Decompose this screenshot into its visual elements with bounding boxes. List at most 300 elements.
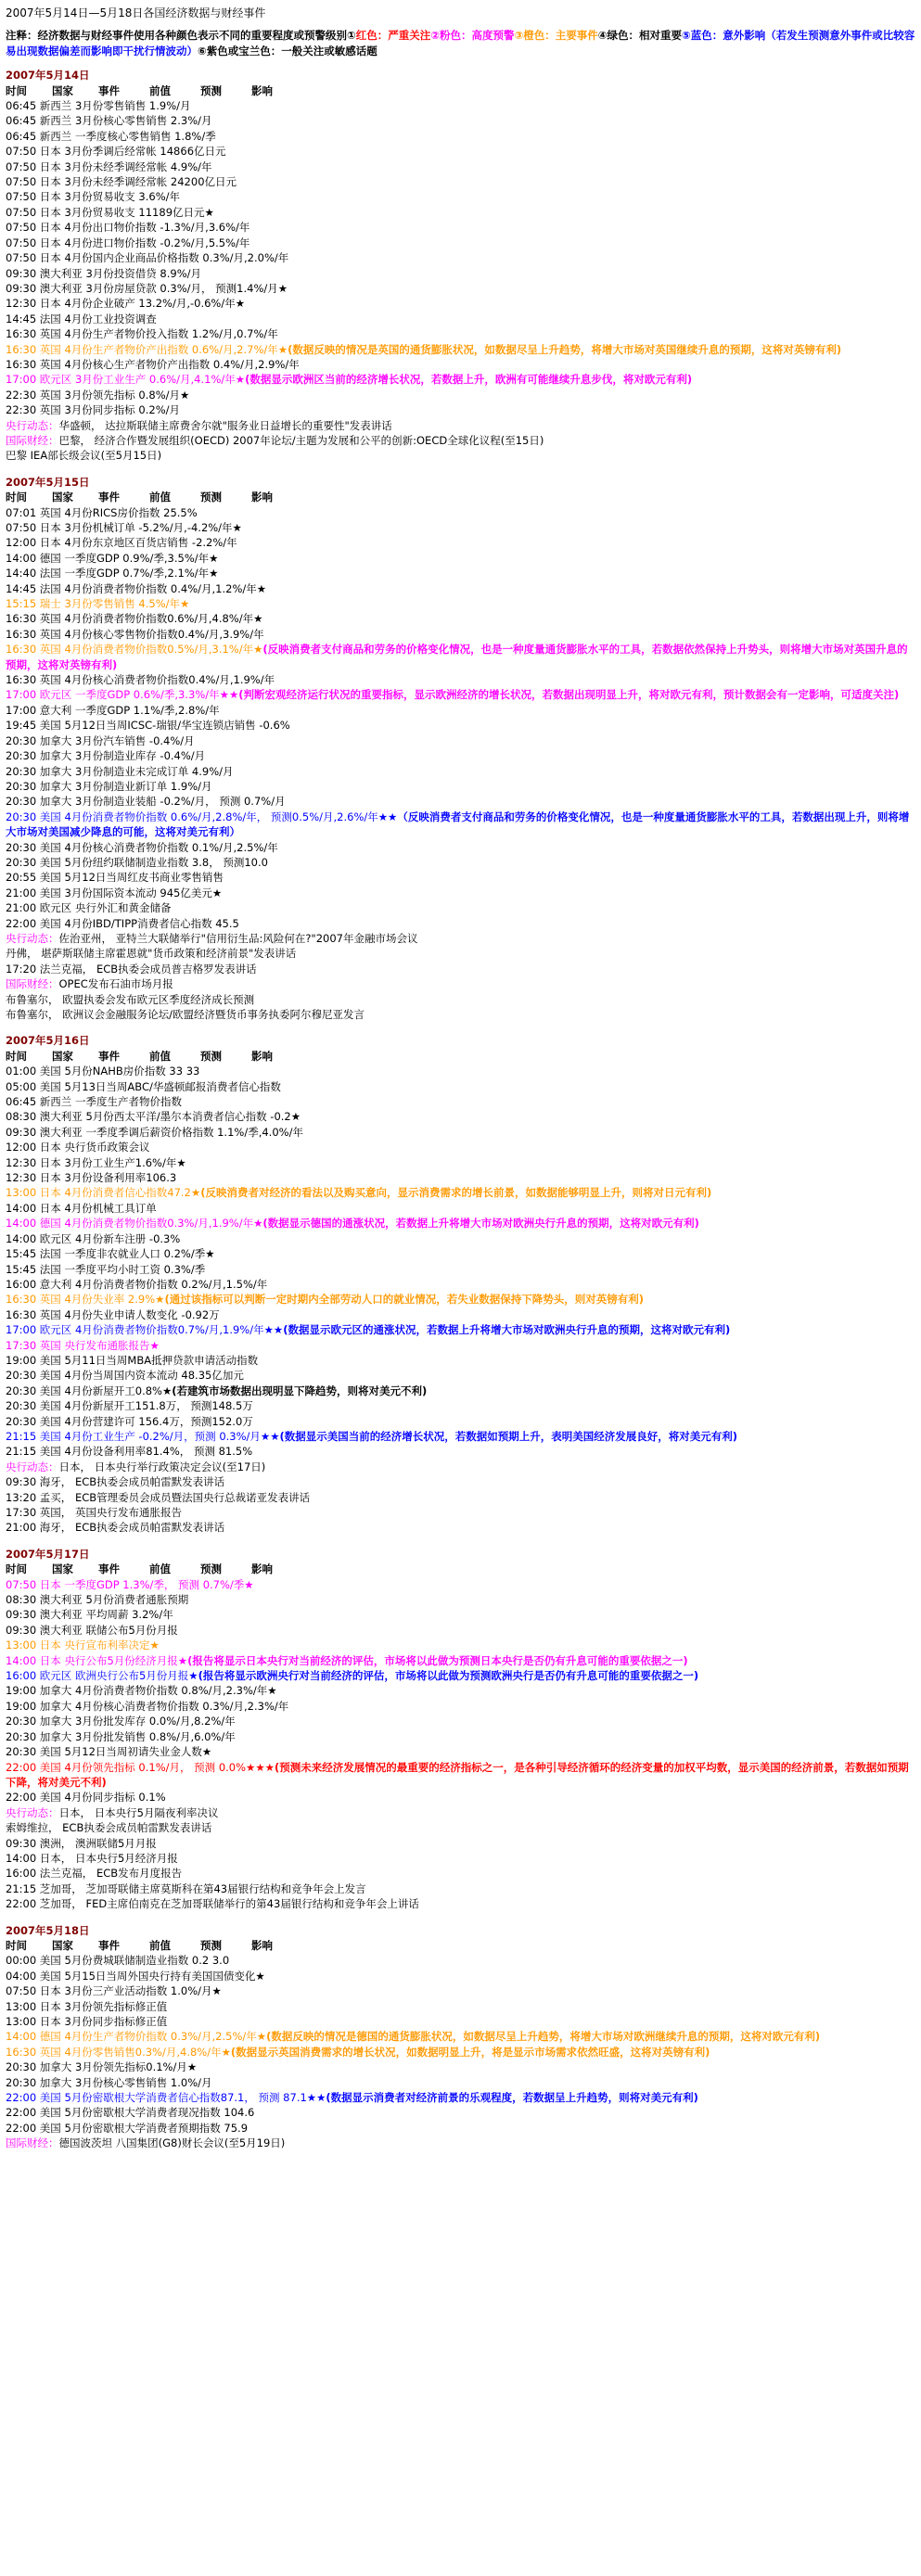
event-text: 20:30 加拿大 3月份制造业未完成订单 4.9%/月: [6, 764, 234, 778]
event-line: [6, 946, 915, 961]
event-text: 22:30 英国 3月份同步指标 0.2%/月: [6, 403, 181, 417]
event-line: [6, 1969, 915, 1983]
event-line: [6, 1866, 915, 1881]
column-header-cell: 时间: [6, 1049, 27, 1063]
event-line: [6, 1292, 915, 1307]
column-header-cell: 影响: [251, 1049, 273, 1063]
event-text: 04:00 美国 5月15日当周外国央行持有美国国债变化★: [6, 1969, 265, 1983]
event-text: 国际财经：: [6, 977, 59, 991]
event-line: [6, 992, 915, 1007]
event-text: 17:00 欧元区 3月份工业生产 0.6%/月,4.1%/年★: [6, 373, 246, 387]
event-line: [6, 1607, 915, 1622]
event-text: 14:00 日本， 日本央行5月经济月报: [6, 1851, 178, 1865]
column-header-cell: 国家: [52, 1562, 73, 1576]
day-section: [6, 68, 915, 464]
event-text: 07:50 日本 3月份三产业活动指数 1.0%/月★: [6, 1984, 222, 1998]
event-line: [6, 581, 915, 596]
event-text: 20:30 美国 4月份消费者物价指数 0.6%/月,2.8%/年， 预测0.5%/月,2.6%/年★★: [6, 810, 398, 823]
event-text: 14:00 日本 4月份机械工具订单: [6, 1201, 157, 1215]
event-text: (预测未来经济发展情况的最重要的经济指标之一，是各种引导经济循环的经济变量的加权平均数，显示美国的经济前景，若数据如预期下降，将对美元不利): [6, 1760, 909, 1789]
event-line: [6, 357, 915, 372]
event-text: (数据显示消费者对经济前景的乐观程度，若数据呈上升趋势，则将对美元有利): [326, 2091, 698, 2105]
event-line: [6, 1983, 915, 1998]
event-line: [6, 1729, 915, 1744]
column-header-cell: 影响: [251, 83, 273, 97]
event-line: [6, 1896, 915, 1911]
event-text: 12:30 日本 3月份工业生产1.6%/年★: [6, 1155, 186, 1169]
event-text: 09:30 澳大利亚 一季度季调后薪资价格指数 1.1%/季,4.0%/年: [6, 1125, 303, 1139]
event-text: 16:00 意大利 4月份消费者物价指数 0.2%/月,1.5%/年: [6, 1277, 268, 1291]
event-text: 央行动态：: [6, 931, 59, 945]
event-line: [6, 159, 915, 174]
event-text: 08:30 澳大利亚 5月份西太平洋/墨尔本消费者信心指数 -0.2★: [6, 1110, 301, 1124]
event-text: 14:00 德国 一季度GDP 0.9%/季,3.5%/年★: [6, 551, 219, 565]
event-text: 12:30 日本 3月份设备利用率106.3: [6, 1171, 177, 1185]
event-text: (反映消费者对经济的看法以及购买意向，显示消费需求的增长前景，如数据能够明显上升，则将对日元有利): [200, 1186, 712, 1200]
event-text: 17:00 欧元区 一季度GDP 0.6%/季,3.3%/年★★: [6, 688, 239, 702]
event-line: [6, 962, 915, 976]
event-line: [6, 596, 915, 611]
event-line: [6, 1444, 915, 1459]
event-line: [6, 1836, 915, 1851]
event-line: [6, 1429, 915, 1444]
event-line: [6, 372, 915, 387]
event-text: 14:40 法国 一季度GDP 0.7%/季,2.1%/年★: [6, 567, 219, 580]
event-text: 20:30 美国 5月12日当周初请失业金人数★: [6, 1745, 212, 1759]
event-text: 16:30 英国 4月份生产者物价投入指数 1.2%/月,0.7%/年: [6, 327, 278, 341]
event-line: [6, 2014, 915, 2029]
column-header-cell: 国家: [52, 491, 73, 504]
event-line: [6, 1140, 915, 1154]
event-text: 布鲁塞尔， 欧洲议会金融服务论坛/欧盟经济暨货币事务执委阿尔穆尼亚发言: [6, 1008, 365, 1021]
event-text: 16:30 英国 4月份失业率 2.9%★: [6, 1293, 165, 1307]
event-line: [6, 98, 915, 113]
day-section: [6, 1547, 915, 1912]
day-date: 2007年5月18日: [6, 1923, 90, 1937]
event-text: 07:50 日本 4月份国内企业商品价格指数 0.3%/月,2.0%/年: [6, 251, 289, 265]
event-line: [6, 931, 915, 946]
event-text: 13:20 孟买， ECB管理委员会成员暨法国央行总裁诺亚发表讲话: [6, 1490, 311, 1504]
column-header-cell: 前值: [149, 83, 171, 97]
event-text: 21:00 欧元区 央行外汇和黄金储备: [6, 901, 172, 915]
event-line: [6, 2136, 915, 2150]
page-title: 2007年5月14日—5月18日各国经济数据与财经事件: [6, 6, 266, 19]
event-line: [6, 1653, 915, 1668]
event-text: 16:30 英国 4月份零售销售0.3%/月,4.8%/年★: [6, 2045, 231, 2059]
event-text: 16:30 英国 4月份生产者物价产出指数 0.6%/月,2.7%/年★: [6, 342, 288, 356]
event-text: 14:45 法国 4月份消费者物价指数 0.4%/月,1.2%/年★: [6, 581, 267, 595]
event-text: 16:30 英国 4月份核心生产者物价产出指数 0.4%/月,2.9%/年: [6, 357, 300, 371]
day-date: 2007年5月17日: [6, 1547, 90, 1561]
column-header-cell: 预测: [200, 83, 222, 97]
event-line: [6, 433, 915, 448]
event-line: [6, 1999, 915, 2014]
event-line: [6, 2090, 915, 2105]
event-line: [6, 627, 915, 642]
event-line: [6, 342, 915, 357]
day-section: [6, 1923, 915, 2151]
event-text: 07:50 日本 3月份未经季调经常帐 4.9%/年: [6, 159, 212, 173]
event-line: [6, 840, 915, 855]
event-text: 20:30 加拿大 3月份汽车销售 -0.4%/月: [6, 733, 195, 747]
event-text: 20:30 美国 4月份营建许可 156.4万，预测152.0万: [6, 1414, 253, 1428]
column-header-cell: 前值: [149, 1562, 171, 1576]
column-header-cell: 国家: [52, 1938, 73, 1952]
day-date: 2007年5月14日: [6, 69, 90, 83]
event-text: 17:00 欧元区 4月份消费者物价指数0.7%/月,1.9%/年★★: [6, 1323, 284, 1337]
event-text: 17:30 英国 央行发布通胀报告★: [6, 1338, 160, 1352]
event-line: [6, 1668, 915, 1683]
event-text: 00:00 美国 5月份费城联储制造业指数 0.2 3.0: [6, 1954, 230, 1968]
event-line: [6, 642, 915, 672]
event-line: [6, 1520, 915, 1535]
event-text: 20:30 加拿大 3月份批发库存 0.0%/月,8.2%/年: [6, 1715, 236, 1728]
event-line: [6, 1505, 915, 1520]
event-line: [6, 448, 915, 463]
column-header-cell: 前值: [149, 1049, 171, 1063]
column-header-cell: 时间: [6, 1562, 27, 1576]
event-line: [6, 687, 915, 702]
event-line: [6, 1683, 915, 1698]
column-header-cell: 时间: [6, 83, 27, 97]
event-text: 07:50 日本 4月份进口物价指数 -0.2%/月,5.5%/年: [6, 236, 250, 249]
event-text: 16:30 英国 4月份消费者物价指数0.5%/月,3.1%/年★: [6, 643, 263, 657]
event-text: (数据反映的情况是德国的通货膨胀状况，如数据尽呈上升趋势，将增大市场对欧洲继续升息的预期，这将对欧元有利): [266, 2030, 821, 2044]
event-text: 07:50 日本 4月份出口物价指数 -1.3%/月,3.6%/年: [6, 221, 250, 235]
event-line: [6, 1201, 915, 1216]
event-text: 09:30 澳大利亚 平均周薪 3.2%/年: [6, 1608, 173, 1622]
event-text: 13:00 日本 3月份领先指标修正值: [6, 1999, 168, 2013]
event-text: 20:30 加拿大 3月份批发销售 0.8%/月,6.0%/年: [6, 1729, 236, 1743]
event-text: 20:30 美国 4月份当周国内资本流动 48.35亿加元: [6, 1369, 244, 1383]
event-text: 21:00 海牙， ECB执委会成员帕雷默发表讲话: [6, 1521, 225, 1535]
event-text: 21:15 美国 4月份设备利用率81.4%， 预测 81.5%: [6, 1445, 253, 1459]
legend-item: ②粉色：高度预警: [430, 29, 515, 43]
event-text: 22:00 芝加哥， FED主席伯南克在芝加哥联储举行的第43届银行结构和竞争年会上讲话: [6, 1897, 419, 1911]
event-line: [6, 551, 915, 566]
event-line: [6, 1490, 915, 1505]
column-header: [6, 83, 915, 98]
event-text: 13:00 日本 3月份同步指标修正值: [6, 2015, 168, 2028]
event-text: (判断宏观经济运行状况的重要指标，显示欧洲经济的增长状况，若数据出现明显上升，将对欧元有利，预计数据会有一定影响，可适度关注): [238, 688, 900, 702]
event-line: [6, 113, 915, 128]
event-line: [6, 703, 915, 718]
event-line: [6, 1170, 915, 1185]
event-text: 16:30 英国 4月份失业申请人数变化 -0.92万: [6, 1307, 220, 1321]
event-text: (数据显示欧元区的通涨状况，若数据上升将增大市场对欧洲央行升息的预期，这将对欧元有利): [283, 1323, 731, 1337]
event-line: [6, 1384, 915, 1398]
event-line: [6, 281, 915, 296]
event-text: 07:50 日本 3月份机械订单 -5.2%/月,-4.2%/年★: [6, 521, 242, 534]
event-line: [6, 505, 915, 520]
event-line: [6, 748, 915, 763]
event-line: [6, 1714, 915, 1728]
legend-item: ④绿色：相对重要: [597, 29, 682, 43]
event-text: OPEC发布石油市场月报: [58, 977, 173, 991]
event-text: (数据显示美国当前的经济增长状况，若数据如预期上升，表明美国经济发展良好，将对美元有利): [279, 1429, 738, 1443]
event-text: 14:00 日本 央行公布5月份经济月报★: [6, 1653, 188, 1667]
event-line: [6, 1109, 915, 1124]
event-line: [6, 1007, 915, 1022]
event-text: 19:00 加拿大 4月份消费者物价指数 0.8%/月,2.3%/年★: [6, 1684, 277, 1698]
event-text: 20:30 美国 5月份纽约联储制造业指数 3.8， 预测10.0: [6, 855, 268, 869]
event-text: 20:30 加拿大 3月份制造业新订单 1.9%/月: [6, 779, 212, 793]
event-line: [6, 2075, 915, 2090]
event-text: 09:30 澳大利亚 联储公布5月份月报: [6, 1623, 178, 1637]
event-text: 德国波茨坦 八国集团(G8)财长会议(至5月19日): [58, 2136, 286, 2150]
day-section: [6, 475, 915, 1023]
event-line: [6, 2121, 915, 2136]
event-line: [6, 1414, 915, 1429]
event-text: 22:00 美国 5月份密歇根大学消费者信心指数87.1， 预测 87.1★★: [6, 2091, 326, 2105]
event-line: [6, 1760, 915, 1791]
column-header-cell: 预测: [200, 1562, 222, 1576]
event-line: [6, 236, 915, 250]
event-line: [6, 2105, 915, 2120]
event-line: [6, 2029, 915, 2044]
event-text: 12:30 日本 4月份企业破产 13.2%/月,-0.6%/年★: [6, 297, 246, 311]
event-line: [6, 900, 915, 915]
event-text: (报告将显示日本央行对当前经济的评估，市场将以此做为预测日本央行是否仍有升息可能的重要依据之一): [187, 1653, 688, 1667]
event-text: 21:15 芝加哥， 芝加哥联储主席莫斯科在第43届银行结构和竞争年会上发言: [6, 1881, 366, 1895]
event-text: 14:00 德国 4月份生产者物价指数 0.3%/月,2.5%/年★: [6, 2030, 267, 2044]
event-text: (数据反映的情况是英国的通货膨胀状况，如数据尽呈上升趋势，将增大市场对英国继续升息的预期，这将对英镑有利): [288, 342, 842, 356]
event-text: 日本， 日本央行举行政策决定会议(至17日): [58, 1460, 266, 1473]
event-text: (数据显示英国消费需求的增长状况，如数据明显上升，将是显示市场需求依然旺盛，这将对英镑有利): [230, 2045, 710, 2059]
legend-item: 红色：严重关注: [355, 29, 431, 43]
event-line: [6, 1368, 915, 1383]
event-text: 08:30 澳大利亚 5月份消费者通胀预期: [6, 1593, 189, 1607]
event-text: 07:50 日本 3月份未经季调经常帐 24200亿日元: [6, 175, 237, 189]
event-line: [6, 1185, 915, 1200]
event-text: 20:30 加拿大 3月份制造业库存 -0.4%/月: [6, 749, 206, 763]
event-text: 16:30 英国 4月份核心消费者物价指数0.4%/月,1.9%/年: [6, 673, 275, 687]
event-text: 20:55 美国 5月12日当周红皮书商业零售销售: [6, 871, 224, 885]
event-text: 16:00 欧元区 欧洲央行公布5月份月报★: [6, 1669, 198, 1683]
event-text: 20:30 加拿大 3月份核心零售销售 1.0%/月: [6, 2075, 212, 2089]
event-text: 国际财经：: [6, 2136, 59, 2150]
event-text: 20:30 美国 4月份新屋开工151.8万， 预测148.5万: [6, 1399, 253, 1413]
event-line: [6, 1353, 915, 1368]
event-text: 14:45 法国 4月份工业投资调查: [6, 312, 157, 325]
day-date: 2007年5月15日: [6, 475, 90, 489]
column-header: [6, 1938, 915, 1953]
event-text: 21:00 美国 3月份国际资本流动 945亿美元★: [6, 886, 223, 899]
event-text: 22:00 美国 4月份同步指标 0.1%: [6, 1791, 166, 1804]
event-line: [6, 779, 915, 794]
event-line: [6, 205, 915, 220]
column-header-cell: 事件: [98, 83, 120, 97]
event-line: [6, 1474, 915, 1489]
event-text: (报告将显示欧洲央行对当前经济的评估，市场将以此做为预测欧洲央行是否仍有升息可能的重要依据之一): [198, 1669, 699, 1683]
event-line: [6, 1790, 915, 1804]
event-text: 20:30 美国 4月份核心消费者物价指数 0.1%/月,2.5%/年: [6, 840, 278, 854]
event-text: 22:00 美国 4月份IBD/TIPP消费者信心指数 45.5: [6, 916, 239, 930]
event-text: 国际财经：: [6, 433, 59, 447]
event-text: 06:45 新西兰 一季度生产者物价指数: [6, 1095, 182, 1109]
event-line: [6, 388, 915, 402]
event-text: 22:00 美国 5月份密歇根大学消费者现况指数 104.6: [6, 2106, 255, 2120]
event-text: 13:00 日本 央行宣布利率决定★: [6, 1639, 160, 1652]
legend-item: ⑥紫色或宝兰色：一般关注或敏感话题: [198, 44, 377, 57]
event-line: [6, 129, 915, 144]
event-text: 19:00 加拿大 4月份核心消费者物价指数 0.3%/月,2.3%/年: [6, 1699, 289, 1713]
column-header-cell: 前值: [149, 491, 171, 504]
event-text: 22:00 美国 4月份领先指标 0.1%/月， 预测 0.0%★★★: [6, 1760, 275, 1774]
legend-item: 注释：经济数据与财经事件使用各种颜色表示不同的重要程度或预警级别①: [6, 29, 356, 43]
event-text: 07:01 英国 4月份RICS房价指数 25.5%: [6, 505, 198, 519]
calendar-days: [6, 68, 915, 2150]
event-text: 14:00 德国 4月份消费者物价指数0.3%/月,1.9%/年★: [6, 1217, 263, 1231]
event-text: (反映消费者支付商品和劳务的价格变化情况，也是一种度量通货膨胀水平的工具，若数据依然保持上升势头，则将增大市场对英国升息的预期，这将对英镑有利): [6, 643, 908, 671]
event-text: 央行动态：: [6, 1805, 59, 1819]
event-text: 20:30 加拿大 3月份制造业装船 -0.2%/月， 预测 0.7%/月: [6, 795, 286, 809]
column-header-cell: 影响: [251, 1562, 273, 1576]
day-section: [6, 1033, 915, 1535]
column-header: [6, 1562, 915, 1576]
event-text: 07:50 日本 3月份贸易收支 3.6%/年: [6, 190, 181, 204]
event-line: [6, 1744, 915, 1759]
event-line: [6, 1338, 915, 1353]
event-line: [6, 402, 915, 417]
column-header-cell: 国家: [52, 83, 73, 97]
column-header-cell: 影响: [251, 491, 273, 504]
event-line: [6, 1155, 915, 1170]
column-header: [6, 1049, 915, 1064]
event-text: 央行动态：: [6, 418, 59, 432]
event-line: [6, 1820, 915, 1835]
day-date: 2007年5月16日: [6, 1034, 90, 1048]
event-line: [6, 2060, 915, 2074]
event-line: [6, 611, 915, 626]
event-line: [6, 418, 915, 433]
event-text: 19:45 美国 5月12日当周ICSC-瑞银/华宝连锁店销售 -0.6%: [6, 719, 290, 733]
event-line: [6, 1094, 915, 1109]
event-line: [6, 250, 915, 265]
event-line: [6, 1851, 915, 1866]
event-text: 17:00 意大利 一季度GDP 1.1%/季,2.8%/年: [6, 703, 220, 717]
event-text: 22:30 英国 3月份领先指标 0.8%/月★: [6, 388, 190, 402]
event-text: 17:30 英国， 英国央行发布通胀报告: [6, 1506, 182, 1519]
event-text: 16:30 英国 4月份消费者物价指数0.6%/月,4.8%/年★: [6, 612, 263, 626]
event-text: 佐治亚州， 亚特兰大联储举行"信用衍生品:风险何在?"2007年金融市场会议: [58, 931, 418, 945]
event-line: [6, 1262, 915, 1277]
event-text: （反映消费者支付商品和劳务的价格变化情况，也是一种度量通货膨胀水平的工具，若数据出现上升，则将增大市场对美国减少降息的可能，这将对美元有利）: [6, 810, 910, 839]
event-text: 索姆维拉， ECB执委会成员帕雷默发表讲话: [6, 1821, 212, 1835]
event-text: 12:00 日本 央行货币政策会议: [6, 1141, 150, 1154]
event-text: 21:15 美国 4月份工业生产 -0.2%/月，预测 0.3%/月★★: [6, 1429, 280, 1443]
event-line: [6, 220, 915, 235]
event-text: (数据显示欧洲区当前的经济增长状况，若数据上升，欧洲有可能继续升息步伐，将对欧元有利): [245, 373, 693, 387]
event-text: 15:45 法国 一季度平均小时工资 0.3%/季: [6, 1262, 206, 1276]
event-text: 17:20 法兰克福， ECB执委会成员普吉格罗发表讲话: [6, 962, 257, 976]
event-text: 05:00 美国 5月13日当周ABC/华盛顿邮报消费者信心指数: [6, 1079, 281, 1093]
event-text: 日本， 日本央行5月隔夜利率决议: [58, 1805, 219, 1819]
legend-item: ③橙色：主要事件: [514, 29, 598, 43]
event-line: [6, 733, 915, 748]
column-header-cell: 预测: [200, 1049, 222, 1063]
event-line: [6, 326, 915, 341]
column-header-cell: 时间: [6, 491, 27, 504]
event-text: 15:15 瑞士 3月份零售销售 4.5%/年★: [6, 597, 190, 611]
column-header-cell: 时间: [6, 1938, 27, 1952]
event-text: 09:30 澳洲， 澳洲联储5月月报: [6, 1836, 157, 1850]
event-line: [6, 1805, 915, 1820]
event-line: [6, 886, 915, 900]
event-line: [6, 1577, 915, 1592]
column-header: [6, 490, 915, 504]
event-line: [6, 718, 915, 733]
event-line: [6, 794, 915, 809]
event-text: 巴黎， 经济合作暨发展组织(OECD) 2007年论坛/主题为发展和公平的创新:OECD全球化议程(至15日): [58, 433, 544, 447]
column-header-cell: 前值: [149, 1938, 171, 1952]
event-text: 16:30 英国 4月份核心零售物价指数0.4%/月,3.9%/年: [6, 627, 264, 641]
event-line: [6, 672, 915, 687]
event-text: (若建筑市场数据出现明显下降趋势，则将对美元不利): [172, 1384, 428, 1397]
event-text: 16:00 法兰克福， ECB发布月度报告: [6, 1867, 183, 1881]
event-line: [6, 174, 915, 189]
event-text: 央行动态：: [6, 1460, 59, 1473]
event-line: [6, 1246, 915, 1261]
event-text: (通过该指标可以判断一定时期内全部劳动人口的就业情况，若失业数据保持下降势头，则对英镑有利): [164, 1293, 644, 1307]
column-header-cell: 事件: [98, 1049, 120, 1063]
event-text: 07:50 日本 3月份贸易收支 11189亿日元★: [6, 205, 214, 219]
event-text: 12:00 日本 4月份东京地区百货店销售 -2.2%/年: [6, 536, 237, 550]
event-text: 布鲁塞尔， 欧盟执委会发布欧元区季度经济成长预测: [6, 992, 255, 1006]
event-text: 19:00 美国 5月11日当周MBA抵押贷款申请活动指数: [6, 1353, 259, 1367]
event-text: 07:50 日本 3月份季调后经常帐 14866亿日元: [6, 145, 226, 159]
event-line: [6, 1216, 915, 1231]
event-line: [6, 764, 915, 779]
event-line: [6, 1638, 915, 1652]
event-line: [6, 1953, 915, 1968]
event-line: [6, 810, 915, 840]
event-text: 01:00 美国 5月份NAHB房价指数 33 33: [6, 1065, 200, 1078]
event-text: 22:00 美国 5月份密歇根大学消费者预期指数 75.9: [6, 2121, 249, 2135]
column-header-cell: 国家: [52, 1049, 73, 1063]
event-text: 09:30 澳大利亚 3月份房屋贷款 0.3%/月， 预测1.4%/月★: [6, 281, 288, 295]
column-header-cell: 事件: [98, 1562, 120, 1576]
event-text: 07:50 日本 一季度GDP 1.3%/季， 预测 0.7%/季★: [6, 1577, 254, 1591]
event-line: [6, 1881, 915, 1896]
event-text: 06:45 新西兰 3月份核心零售销售 2.3%/月: [6, 114, 212, 128]
event-line: [6, 1125, 915, 1140]
event-line: [6, 1623, 915, 1638]
column-header-cell: 事件: [98, 1938, 120, 1952]
event-line: [6, 189, 915, 204]
event-text: 09:30 海牙， ECB执委会成员帕雷默发表讲话: [6, 1475, 225, 1489]
event-line: [6, 1592, 915, 1607]
event-line: [6, 976, 915, 991]
event-line: [6, 144, 915, 159]
event-line: [6, 1699, 915, 1714]
event-text: 华盛顿， 达拉斯联储主席费舍尔就"服务业日益增长的重要性"发表讲话: [58, 418, 392, 432]
event-line: [6, 1307, 915, 1322]
color-legend: [6, 28, 915, 58]
event-line: [6, 916, 915, 931]
event-line: [6, 296, 915, 311]
column-header-cell: 预测: [200, 491, 222, 504]
event-line: [6, 870, 915, 885]
event-text: 13:00 日本 4月份消费者信心指数47.2★: [6, 1186, 201, 1200]
event-line: [6, 520, 915, 535]
event-text: 06:45 新西兰 一季度核心零售销售 1.8%/季: [6, 129, 216, 143]
event-line: [6, 1277, 915, 1292]
event-text: 06:45 新西兰 3月份零售销售 1.9%/月: [6, 99, 191, 113]
event-line: [6, 1460, 915, 1474]
column-header-cell: 影响: [251, 1938, 273, 1952]
event-line: [6, 1231, 915, 1246]
